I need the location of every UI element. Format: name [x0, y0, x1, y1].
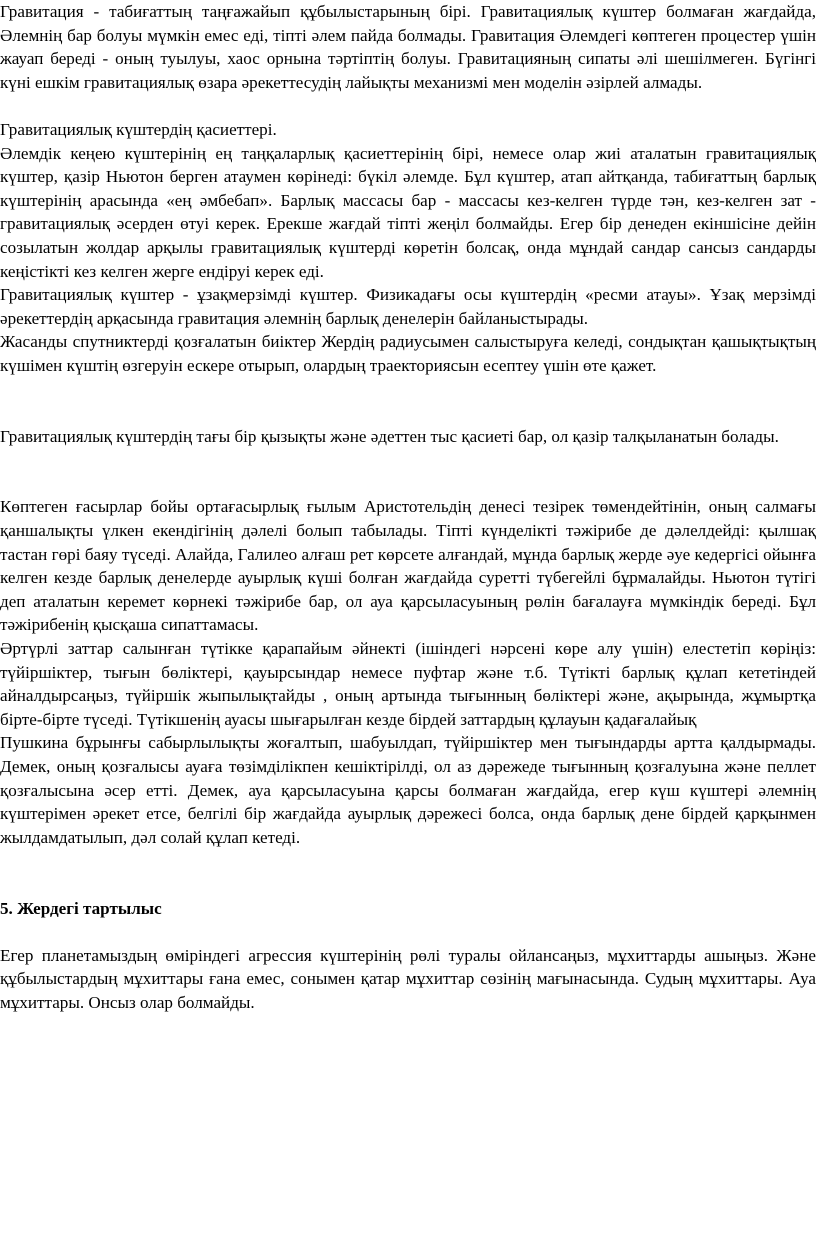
paragraph-intro: Гравитация - табиғаттың таңғажайып құбылыстарының бірі. Гравитациялық күштер болмаған жағдайда, Әлемнің бар болуы мүмкін емес еді, тіпті әлем пайда болмады. Гравитация Әлемдегі көптеген процестер үшін жауап береді - оның туылуы, хаос орнына тәртіптің болуы. Гравитацияның сипаты әлі шешілмеген. Бүгінгі күні ешкім гравитациялық өзара әрекеттесудің лайықты механизмі мен моделін әзірлей алмады.	[0, 2, 816, 92]
paragraph-newton-tube: Әртүрлі заттар салынған түтікке қарапайым әйнекті (ішіндегі нәрсені көре алу үшін) елестетіп көріңіз: түйіршіктер, тығын бөліктері, қауырсындар немесе пуфтар және т.б. Түтікті барлық құлап кететіндей айналдырсаңыз, түйіршік жыпылықтайды , оның артында тығынның бөліктері және, ақырында, жұмыртқа бірте-бірте түседі. Түтікшенің ауасы шығарылған кезде бірдей заттардың құлауын қадағалайық	[0, 639, 816, 729]
section-heading: 5. Жердегі тартылыс	[0, 898, 162, 918]
blank-lines	[0, 448, 816, 495]
blank-lines	[0, 378, 816, 425]
paragraph-universal-forces: Әлемдік кеңею күштерінің ең таңқаларлық қасиеттерінің бірі, немесе олар жиі аталатын гравитациялық күштер, қазір Ньютон берген атаумен көрінеді: бүкіл әлемде. Бұл күштер, атап айтқанда, табиғаттың барлық күштерінің арасында «ең әмбебап». Барлық массасы бар - массасы кез-келген түрде тән, кез-келген зат - гравитациялық әсерден өтуі керек. Ерекше жағдай тіпті жеңіл болмайды. Егер бір денеден екіншісіне дейін созылатын жолдар арқылы гравитациялық күштерді көретін болсақ, онда мұндай сандар сансыз сандарды кеңістікті кез келген жерге ендіруі керек еді.	[0, 143, 816, 281]
paragraph-satellites: Жасанды спутниктерді қозғалатын биіктер Жердің радиусымен салыстыруға келеді, сондықтан қашықтықтың күшімен күштің өзгеруін ескере отырып, олардың траекториясын есептеу үшін өте қажет.	[0, 332, 816, 375]
paragraph-air-resistance: Пушкина бұрынғы сабырлылықты жоғалтып, шабуылдап, түйіршіктер мен тығындарды артта қалдырмады. Демек, оның қозғалысы ауаға төзімділікпен кешіктірілді, ол аз дәрежеде тығынның қозғалуына және пеллет қозғалысына әсер етті. Демек, ауа қарсыласуына қарсы болмаған жағдайда, егер күш күштері әлемнің күштерімен әрекет етсе, белгілі бір жағдайда ауырлық дәрежесі болса, онда барлық дене бірдей қарқынмен жылдамдатылып, дәл солай құлап кетеді.	[0, 733, 816, 847]
paragraph-long-range-forces: Гравитациялық күштер - ұзақмерзімді күштер. Физикадағы осы күштердің «ресми атауы». Ұзақ мерзімді әрекеттердің арқасында гравитация әлемнің барлық денелерін байланыстырады.	[0, 285, 816, 328]
paragraph-aristotle-galileo: Көптеген ғасырлар бойы ортағасырлық ғылым Аристотельдің денесі тезірек төмендейтінін, оның салмағы қаншалықты үлкен екендігінің дәлелі болып табылады. Тіпті күнделікті тәжірибе де дәлелдейді: қылшақ тастан гөрі баяу түседі. Алайда, Галилео алғаш рет көрсете алғандай, мұнда барлық жерде әуе кедергісі ойынға келген кезде барлық денелерде ауырлық күші болған жағдайда суретті түбегейлі бұрмалайды. Ньютон түтігі деп аталатын керемет көрнекі тәжірибе бар, ол ауа қарсыласуының рөлін бағалауға мүмкіндік береді. Бұл тәжірибенің қысқаша сипаттамасы.	[0, 497, 816, 635]
paragraph-unusual-property: Гравитациялық күштердің тағы бір қызықты және әдеттен тыс қасиеті бар, ол қазір талқыланатын болады.	[0, 426, 779, 446]
paragraph-section-title: Гравитациялық күштердің қасиеттері.	[0, 119, 277, 139]
paragraph-oceans: Егер планетамыздың өміріндегі агрессия күштерінің рөлі туралы ойлансаңыз, мұхиттарды ашыңыз. Және құбылыстардың мұхиттары ғана емес, сонымен қатар мұхиттар сөзінің мағынасында. Судың мұхиттары. Ауа мұхиттары. Онсыз олар болмайды.	[0, 945, 816, 1012]
blank-line	[0, 920, 816, 944]
blank-lines	[0, 849, 816, 896]
blank-line	[0, 94, 816, 118]
